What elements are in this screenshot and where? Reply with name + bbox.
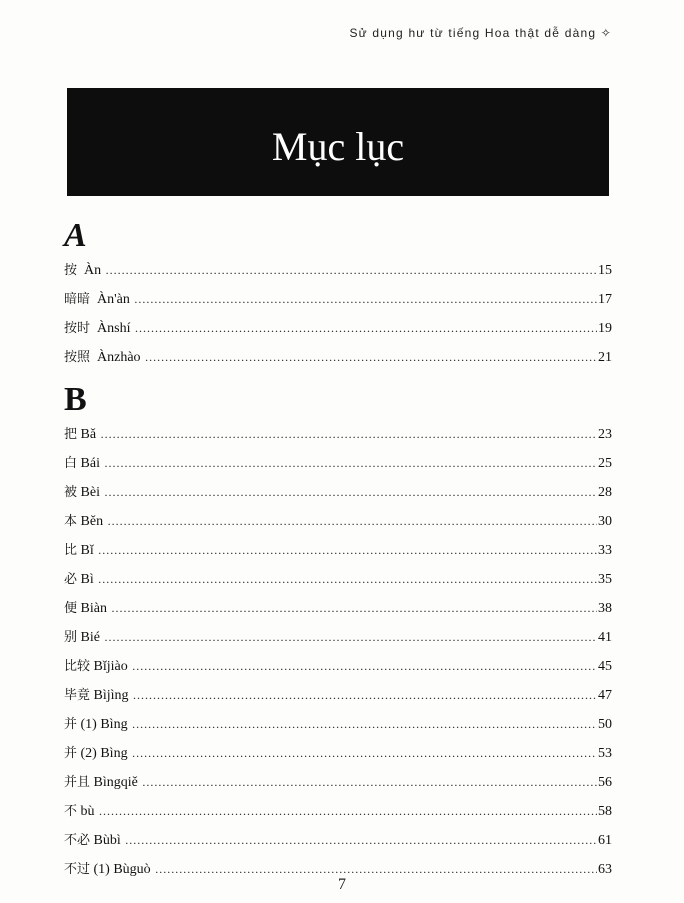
entry-hanzi: 被 <box>64 485 78 500</box>
leader-dots <box>135 314 597 343</box>
entry-page: 30 <box>598 514 612 529</box>
leader-dots <box>108 507 597 536</box>
entry-hanzi: 不 <box>64 804 78 819</box>
entry-page: 28 <box>598 485 612 500</box>
entry-page: 41 <box>598 630 612 645</box>
entry-page: 56 <box>598 775 612 790</box>
leader-dots <box>104 449 597 478</box>
entry-hanzi: 按照 <box>64 350 91 365</box>
toc-entry[interactable] <box>64 256 612 285</box>
entry-pinyin: Bìjìng <box>93 688 129 703</box>
section-a <box>64 218 612 372</box>
entry-hanzi: 按 <box>64 263 78 278</box>
toc-entry[interactable] <box>64 449 612 478</box>
entry-label <box>64 449 103 478</box>
entry-list <box>64 256 612 372</box>
entry-hanzi: 并 <box>64 717 78 732</box>
toc-entry[interactable] <box>64 420 612 449</box>
entry-pinyin: (2) Bìng <box>80 746 128 761</box>
entry-pinyin: Bǐ <box>80 543 94 558</box>
entry-pinyin: Àn <box>84 263 102 278</box>
entry-hanzi: 暗暗 <box>64 292 91 307</box>
entry-pinyin: (1) Bùguò <box>93 862 151 877</box>
leader-dots <box>132 710 597 739</box>
entry-pinyin: Àn'àn <box>97 292 130 307</box>
leader-dots <box>104 478 597 507</box>
entry-pinyin: Bìngqiě <box>93 775 138 790</box>
toc-entry[interactable] <box>64 681 612 710</box>
page-number: 7 <box>338 876 346 893</box>
toc-entry[interactable] <box>64 710 612 739</box>
entry-hanzi: 便 <box>64 601 78 616</box>
leader-dots <box>132 739 597 768</box>
leader-dots <box>106 256 597 285</box>
entry-hanzi: 比较 <box>64 659 91 674</box>
leader-dots <box>101 420 597 449</box>
entry-label <box>64 256 105 285</box>
toc-entry[interactable] <box>64 285 612 314</box>
entry-page: 33 <box>598 543 612 558</box>
entry-hanzi: 并且 <box>64 775 91 790</box>
section-letter: B <box>64 381 87 418</box>
entry-hanzi: 别 <box>64 630 78 645</box>
entry-label <box>64 594 110 623</box>
entry-hanzi: 白 <box>64 456 78 471</box>
entry-pinyin: Bèi <box>80 485 100 500</box>
entry-page: 21 <box>598 350 612 365</box>
entry-page: 23 <box>598 427 612 442</box>
entry-page: 38 <box>598 601 612 616</box>
leader-dots <box>133 681 597 710</box>
entry-pinyin: Běn <box>80 514 104 529</box>
entry-label <box>64 565 97 594</box>
entry-label <box>64 826 124 855</box>
section-letter: A <box>64 217 87 254</box>
toc-entry[interactable] <box>64 652 612 681</box>
entry-hanzi: 毕竟 <box>64 688 91 703</box>
page-title: Mục lục <box>271 123 405 169</box>
toc-entry[interactable] <box>64 797 612 826</box>
entry-label <box>64 768 141 797</box>
leader-dots <box>104 623 597 652</box>
entry-label <box>64 507 107 536</box>
entry-label <box>64 285 133 314</box>
entry-label <box>64 710 131 739</box>
entry-hanzi: 本 <box>64 514 78 529</box>
toc-entry[interactable] <box>64 594 612 623</box>
entry-page: 35 <box>598 572 612 587</box>
entry-hanzi: 不必 <box>64 833 91 848</box>
entry-label <box>64 478 103 507</box>
toc-entry[interactable] <box>64 739 612 768</box>
leader-dots <box>98 536 597 565</box>
entry-pinyin: Bái <box>80 456 100 471</box>
entry-label <box>64 420 100 449</box>
entry-pinyin: Bì <box>80 572 94 587</box>
entry-page: 53 <box>598 746 612 761</box>
entry-label <box>64 314 134 343</box>
entry-pinyin: Bǎ <box>80 427 97 442</box>
leader-dots <box>142 768 597 797</box>
entry-hanzi: 不过 <box>64 862 91 877</box>
leader-dots <box>134 285 597 314</box>
entry-label <box>64 623 103 652</box>
toc-entry[interactable] <box>64 507 612 536</box>
entry-hanzi: 并 <box>64 746 78 761</box>
toc-entry[interactable] <box>64 768 612 797</box>
entry-page: 58 <box>598 804 612 819</box>
entry-pinyin: Biàn <box>80 601 107 616</box>
title-banner <box>67 88 609 196</box>
entry-label <box>64 681 132 710</box>
toc-entry[interactable] <box>64 565 612 594</box>
toc-entry[interactable] <box>64 826 612 855</box>
entry-label <box>64 536 97 565</box>
entry-hanzi: 比 <box>64 543 78 558</box>
entry-page: 25 <box>598 456 612 471</box>
leader-dots <box>111 594 597 623</box>
toc-entry[interactable] <box>64 536 612 565</box>
leader-dots <box>99 797 597 826</box>
entry-page: 15 <box>598 263 612 278</box>
leader-dots <box>132 652 597 681</box>
entry-list <box>64 420 612 884</box>
entry-pinyin: Ànshí <box>97 321 131 336</box>
entry-pinyin: Bié <box>80 630 100 645</box>
entry-label <box>64 739 131 768</box>
entry-page: 47 <box>598 688 612 703</box>
leader-dots <box>145 343 597 372</box>
entry-page: 45 <box>598 659 612 674</box>
toc-entry[interactable] <box>64 343 612 372</box>
section-b <box>64 382 612 884</box>
entry-hanzi: 按时 <box>64 321 91 336</box>
entry-pinyin: bù <box>80 804 95 819</box>
entry-pinyin: Bùbì <box>93 833 121 848</box>
entry-page: 17 <box>598 292 612 307</box>
entry-pinyin: Ànzhào <box>97 350 141 365</box>
entry-pinyin: (1) Bìng <box>80 717 128 732</box>
leader-dots <box>98 565 597 594</box>
toc-entry[interactable] <box>64 478 612 507</box>
entry-label <box>64 797 98 826</box>
toc-entry[interactable] <box>64 314 612 343</box>
entry-pinyin: Bǐjiào <box>93 659 128 674</box>
entry-page: 50 <box>598 717 612 732</box>
entry-label <box>64 343 144 372</box>
running-header: Sử dụng hư từ tiếng Hoa thật dễ dàng ✧ <box>349 26 612 40</box>
leader-dots <box>125 826 597 855</box>
entry-page: 63 <box>598 862 612 877</box>
entry-page: 61 <box>598 833 612 848</box>
entry-page: 19 <box>598 321 612 336</box>
entry-label <box>64 652 131 681</box>
entry-hanzi: 必 <box>64 572 78 587</box>
toc-entry[interactable] <box>64 623 612 652</box>
entry-hanzi: 把 <box>64 427 78 442</box>
